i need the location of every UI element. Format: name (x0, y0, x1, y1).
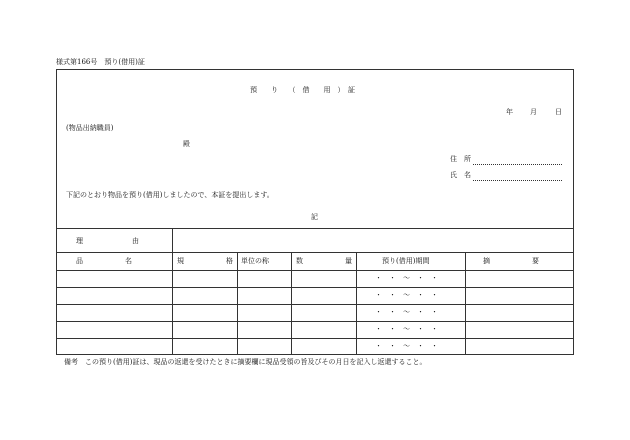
reason-bottom-line (56, 252, 574, 253)
reason-field[interactable] (176, 236, 570, 246)
col-divider (291, 252, 292, 355)
date-year: 年 (506, 108, 513, 116)
form-number: 様式第166号 預り(借用)証 (56, 58, 145, 66)
row-line (56, 304, 574, 305)
document-title: 預 り （ 借 用 ） 証 (250, 86, 355, 94)
header-bottom-line (56, 270, 574, 271)
period-cell[interactable]: ・ ・ ～ ・ ・ (375, 325, 438, 333)
period-cell[interactable]: ・ ・ ～ ・ ・ (375, 342, 438, 350)
statement-text: 下記のとおり物品を預り(借用)しましたので、本証を提出します。 (66, 191, 274, 199)
period-cell[interactable]: ・ ・ ～ ・ ・ (375, 274, 438, 282)
period-cell[interactable]: ・ ・ ～ ・ ・ (375, 308, 438, 316)
ki-label: 記 (311, 213, 318, 221)
name-label: 氏 名 (450, 171, 471, 179)
period-cell[interactable]: ・ ・ ～ ・ ・ (375, 291, 438, 299)
address-label: 住 所 (450, 155, 471, 163)
col-divider (465, 252, 466, 355)
header-item: 品 名 (76, 257, 132, 265)
row-line (56, 287, 574, 288)
header-spec: 規 格 (177, 257, 233, 265)
reason-label: 理 由 (76, 237, 139, 245)
name-field[interactable] (473, 180, 562, 181)
col-divider (172, 228, 173, 355)
date-month: 月 (530, 108, 537, 116)
honorific: 殿 (183, 140, 190, 148)
table-top-line (56, 228, 574, 229)
header-qty: 数 量 (296, 257, 352, 265)
col-divider (356, 252, 357, 355)
header-unit: 単位の称 (241, 257, 269, 265)
row-line (56, 338, 574, 339)
recipient-label: (物品出納職員) (66, 124, 114, 132)
header-period: 預り(借用)期間 (382, 257, 430, 265)
date-day: 日 (555, 108, 562, 116)
note-text: 備考 この預り(借用)証は、現品の返還を受けたときに摘要欄に現品受領の旨及びその月日を記入し返還すること。 (64, 358, 427, 366)
header-remarks: 摘 要 (483, 257, 539, 265)
col-divider (237, 252, 238, 355)
address-field[interactable] (473, 164, 562, 165)
row-line (56, 321, 574, 322)
